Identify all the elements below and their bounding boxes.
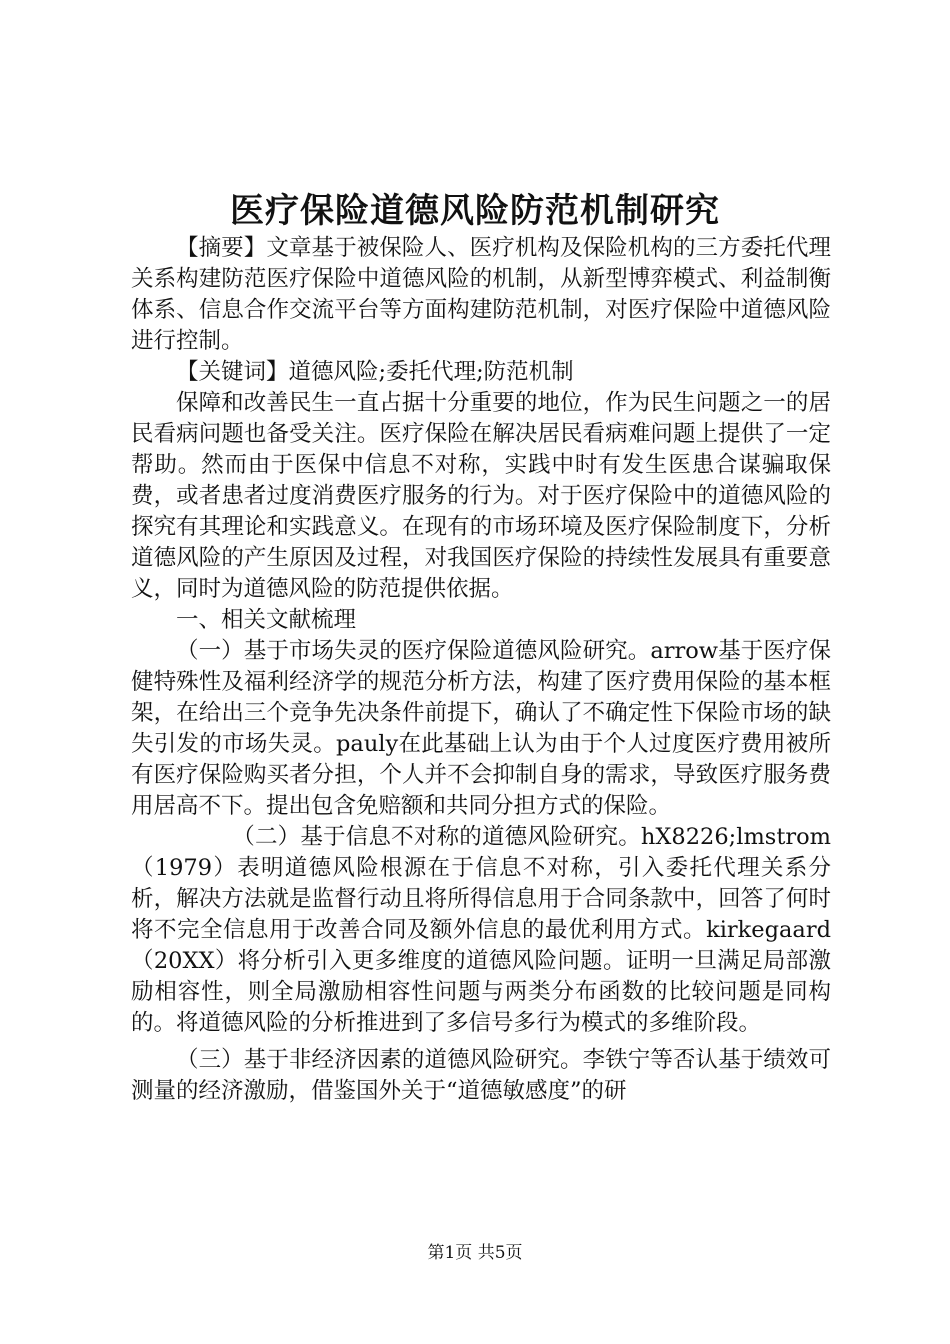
document-body (131, 233, 831, 1107)
document-title: 医疗保险道德风险防范机制研究 (230, 191, 720, 231)
section-heading: 一、相关文献梳理 (176, 607, 357, 633)
intro-paragraph: 保障和改善民生一直占据十分重要的地位，作为民生问题之一的居民看病问题也备受关注。医疗保险在解决居民看病难问题上提供了一定帮助。然而由于医保中信息不对称，实践中时有发生医患合谋骗取保费，或者患者过度消费医疗服务的行为。对于医疗保险中的道德风险的探究有其理论和实践意义。在现有的市场环境及医疗保险制度下，分析道德风险的产生原因及过程，对我国医疗保险的持续性发展具有重要意义，同时为道德风险的防范提供依据。 (131, 390, 831, 602)
keywords-paragraph: 【关键词】道德风险;委托代理;防范机制 (176, 359, 574, 385)
literature-paragraph-2: （二）基于信息不对称的道德风险研究。hX8226;lmstrom（1979）表明道德风险根源在于信息不对称，引入委托代理关系分析，解决方法就是监督行动且将所得信息用于合同条款中，回答了何时将不完全信息用于改善合同及额外信息的最优利用方式。kirkegaard（20XX）将分析引入更多维度的道德风险问题。证明一旦满足局部激励相容性，则全局激励相容性问题与两类分布函数的比较问题是同构的。将道德风险的分析推进到了多信号多行为模式的多维阶段。 (131, 824, 831, 1036)
page-number-footer: 第1页 共5页 (427, 1243, 523, 1263)
literature-paragraph-1: （一）基于市场失灵的医疗保险道德风险研究。arrow基于医疗保健特殊性及福利经济学的规范分析方法，构建了医疗费用保险的基本框架，在给出三个竞争先决条件前提下，确认了不确定性下保险市场的缺失引发的市场失灵。pauly在此基础上认为由于个人过度医疗费用被所有医疗保险购买者分担，个人并不会抑制自身的需求，导致医疗服务费用居高不下。提出包含免赔额和共同分担方式的保险。 (131, 638, 831, 819)
abstract-paragraph: 【摘要】文章基于被保险人、医疗机构及保险机构的三方委托代理关系构建防范医疗保险中道德风险的机制，从新型博弈模式、利益制衡体系、信息合作交流平台等方面构建防范机制，对医疗保险中道德风险进行控制。 (131, 235, 831, 354)
literature-paragraph-3: （三）基于非经济因素的道德风险研究。李铁宁等否认基于绩效可测量的经济激励，借鉴国外关于“道德敏感度”的研 (131, 1047, 831, 1104)
